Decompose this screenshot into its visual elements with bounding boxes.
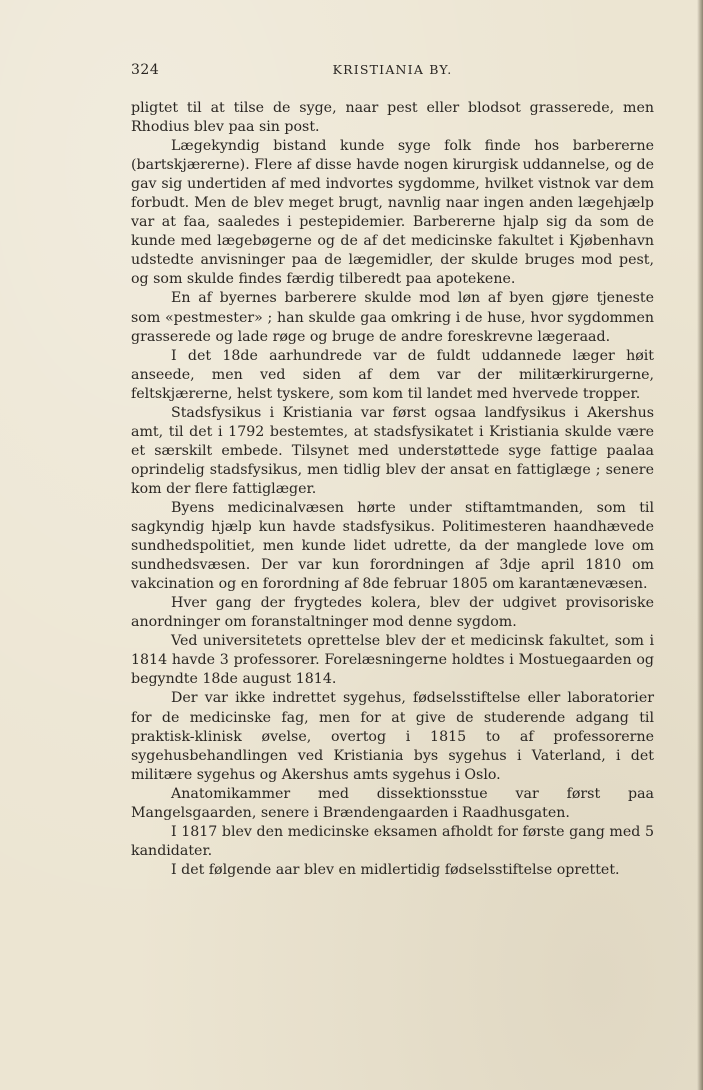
body-text (131, 99, 654, 880)
paragraph: pligtet til at tilse de syge, naar pest eller blodsot grasserede, men Rhodius blev paa sin post. (131, 100, 654, 136)
paragraph: Lægekyndig bistand kunde syge folk finde hos barbererne (bartskjærerne). Flere af disse havde nogen kirurgisk uddannelse, og de gav sig undertiden af med indvortes sygdomme, hvilket vistnok var dem forbudt. Men de blev meget brugt, navnlig naar ingen anden lægehjælp var at faa, saaledes i pestepidemier. Barbererne hjalp sig da som de kunde med lægebøgerne og de af det medicinske fakultet i Kjøbenhavn udstedte anvisninger paa de lægemidler, der skulde bruges mod pest, og som skulde findes færdig tilberedt paa apotekene. (131, 138, 654, 288)
page-header (131, 62, 654, 82)
paragraph: I 1817 blev den medicinske eksamen afholdt for første gang med 5 kandidater. (131, 823, 654, 859)
page-edge-shadow (697, 0, 703, 1090)
paragraph: Byens medicinalvæsen hørte under stiftamtmanden, som til sagkyndig hjælp kun havde stadsfysikus. Politimesteren haandhævede sundhedspolitiet, men kunde lidet udrette, da der manglede love om sundhedsvæsen. Der var kun forordningen af 3dje april 1810 om vakcination og en forordning af 8de februar 1805 om karantænevæsen. (131, 499, 654, 593)
paragraph: En af byernes barberere skulde mod løn af byen gjøre tjeneste som «pestmester» ; han skulde gaa omkring i de huse, hvor sygdommen grasserede og lade røge og bruge de andre foreskrevne lægeraad. (131, 290, 654, 345)
paragraph: Ved universitetets oprettelse blev der et medicinsk fakultet, som i 1814 havde 3 professorer. Forelæsningerne holdtes i Mostuegaarden og begyndte 18de august 1814. (131, 633, 654, 688)
running-title: KRISTIANIA BY. (332, 62, 453, 77)
paragraph: Anatomikammer med dissektionsstue var først paa Mangelsgaarden, senere i Brændengaarden i Raadhusgaten. (131, 785, 654, 821)
paragraph: Der var ikke indrettet sygehus, fødselsstiftelse eller laboratorier for de medicinske fag, men for at give de studerende adgang til praktisk-klinisk øvelse, overtog i 1815 to af professorerne sygehusbehandlingen ved Kristiania bys sygehus i Vaterland, i det militære sygehus og Akershus amts sygehus i Oslo. (131, 690, 654, 783)
paragraph: Stadsfysikus i Kristiania var først ogsaa landfysikus i Akershus amt, til det i 1792 bestemtes, at stadsfysikatet i Kristiania skulde være et særskilt embede. Tilsynet med understøttede syge fattige paalaa oprindelig stadsfysikus, men tidlig blev der ansat en fattiglæge ; senere kom der flere fattiglæger. (131, 404, 654, 497)
page-number: 324 (131, 62, 160, 78)
paragraph: Hver gang der frygtedes kolera, blev der udgivet provisoriske anordninger om foranstaltninger mod denne sygdom. (131, 595, 654, 631)
paragraph: I det følgende aar blev en midlertidig fødselsstiftelse oprettet. (171, 861, 620, 878)
paragraph: I det 18de aarhundrede var de fuldt uddannede læger høit anseede, men ved siden af dem var der militærkirurgerne, feltskjærerne, helst tyskere, som kom til landet med hvervede tropper. (131, 347, 654, 402)
